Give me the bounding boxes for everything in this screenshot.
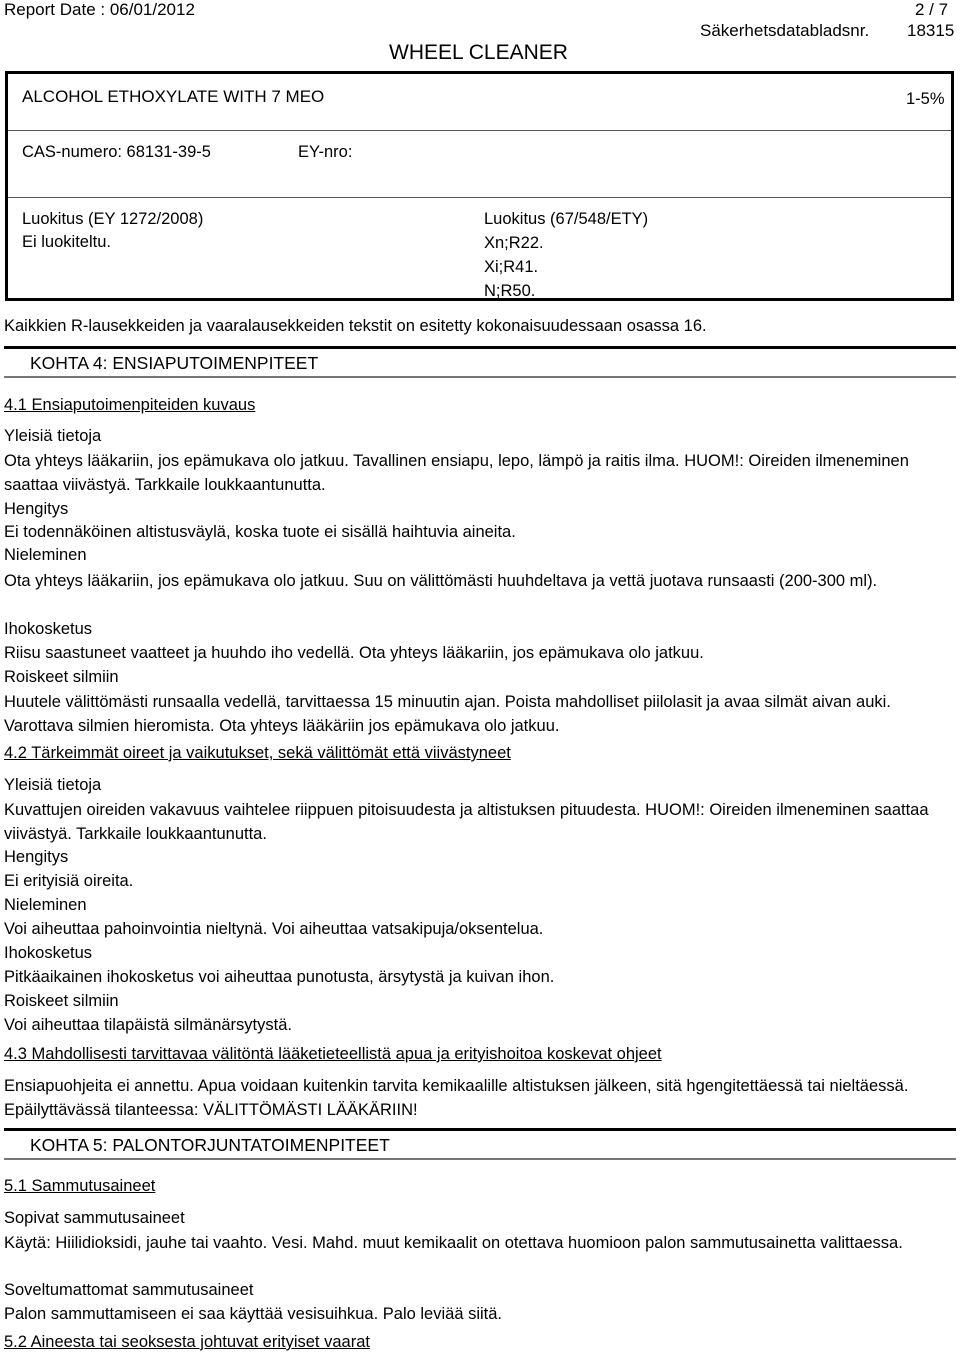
subsection-4-2-title: 4.2 Tärkeimmät oireet ja vaikutukset, sekä välittömät että viivästyneet bbox=[4, 744, 511, 762]
s42-general-text: Kuvattujen oireiden vakavuus vaihtelee riippuen pitoisuudesta ja altistuksen pituudesta. HUOM!: Oireiden ilmeneminen saattaa viivästyä. Tarkkaile loukkaantunutta. bbox=[4, 801, 929, 843]
s42-skin-label: Ihokosketus bbox=[4, 944, 93, 962]
s42-general-label: Yleisiä tietoja bbox=[4, 776, 102, 794]
classification-dsd-value: N;R50. bbox=[484, 282, 536, 300]
s42-ingestion-label: Nieleminen bbox=[4, 896, 87, 914]
subsection-4-1-title: 4.1 Ensiaputoimenpiteiden kuvaus bbox=[4, 396, 256, 414]
classification-clp-title: Luokitus (EY 1272/2008) bbox=[22, 210, 204, 228]
s42-eyes-text: Voi aiheuttaa tilapäistä silmänärsytystä. bbox=[4, 1016, 292, 1034]
s41-general-label: Yleisiä tietoja bbox=[4, 427, 102, 445]
s42-skin-text: Pitkäaikainen ihokosketus voi aiheuttaa punotusta, ärsytystä ja kuivan ihon. bbox=[4, 968, 555, 986]
divider bbox=[8, 130, 951, 131]
section-4-header bbox=[4, 346, 956, 378]
r-phrases-note: Kaikkien R-lausekkeiden ja vaaralausekkeiden tekstit on esitetty kokonaisuudessaan osassa 16. bbox=[4, 317, 707, 335]
s42-eyes-label: Roiskeet silmiin bbox=[4, 992, 119, 1010]
s41-skin-text: Riisu saastuneet vaatteet ja huuhdo iho vedellä. Ota yhteys lääkariin, jos epämukava olo jatkuu. bbox=[4, 644, 704, 662]
cas-number: CAS-numero: 68131-39-5 bbox=[22, 143, 211, 161]
s41-inhalation-text: Ei todennäköinen altistusväylä, koska tuote ei sisällä haihtuvia aineita. bbox=[4, 523, 516, 541]
s41-eyes-label: Roiskeet silmiin bbox=[4, 668, 119, 686]
s42-ingestion-text: Voi aiheuttaa pahoinvointia nieltynä. Voi aiheuttaa vatsakipuja/oksentelua. bbox=[4, 920, 544, 938]
section-5-title: KOHTA 5: PALONTORJUNTATOIMENPITEET bbox=[30, 1135, 390, 1155]
divider bbox=[8, 197, 951, 198]
s42-inhalation-text: Ei erityisiä oireita. bbox=[4, 872, 134, 890]
s51-unsuitable-label: Soveltumattomat sammutusaineet bbox=[4, 1281, 254, 1299]
classification-clp-value: Ei luokiteltu. bbox=[22, 233, 111, 251]
doc-number-label: Säkerhetsdatabladsnr. bbox=[700, 21, 870, 40]
s41-ingestion-label: Nieleminen bbox=[4, 546, 87, 564]
s42-inhalation-label: Hengitys bbox=[4, 848, 69, 866]
section-4-title: KOHTA 4: ENSIAPUTOIMENPITEET bbox=[30, 353, 319, 373]
report-date: Report Date : 06/01/2012 bbox=[4, 0, 195, 19]
s41-inhalation-label: Hengitys bbox=[4, 500, 69, 518]
s51-suitable-label: Sopivat sammutusaineet bbox=[4, 1209, 185, 1227]
subsection-5-2-title: 5.2 Aineesta tai seoksesta johtuvat erityiset vaarat bbox=[4, 1333, 370, 1351]
classification-dsd-title: Luokitus (67/548/ETY) bbox=[484, 210, 649, 228]
s51-unsuitable-text: Palon sammuttamiseen ei saa käyttää vesisuihkua. Palo leviää siitä. bbox=[4, 1305, 503, 1323]
subsection-4-3-title: 4.3 Mahdollisesti tarvittavaa välitöntä lääketieteellistä apua ja erityishoitoa koskevat ohjeet bbox=[4, 1045, 662, 1063]
s41-eyes-text: Huutele välittömästi runsaalla vedellä, tarvittaessa 15 minuutin ajan. Poista mahdolliset piilolasit ja avaa silmät aivan auki. Varottava silmien hieromista. Ota yhteys lääkäriin jos epämukava olo jatkuu. bbox=[4, 693, 891, 735]
doc-number: 18315 bbox=[907, 21, 955, 40]
s41-skin-label: Ihokosketus bbox=[4, 620, 93, 638]
section-5-header bbox=[4, 1128, 956, 1160]
ingredient-concentration: 1-5% bbox=[906, 90, 945, 108]
subsection-5-1-title: 5.1 Sammutusaineet bbox=[4, 1177, 156, 1195]
classification-dsd-value: Xi;R41. bbox=[484, 258, 539, 276]
s43-text: Ensiapuohjeita ei annettu. Apua voidaan kuitenkin tarvita kemikaalille altistuksen jälkeen, sitä hgengitettäessä tai nieltäessä. Epäilyttävässä tilanteessa: VÄLITTÖMÄSTI LÄÄKÄRIIN! bbox=[4, 1077, 909, 1119]
page-number: 2 / 7 bbox=[915, 0, 949, 19]
s41-ingestion-text: Ota yhteys lääkariin, jos epämukava olo jatkuu. Suu on välittömästi huuhdeltava ja vettä juotava runsaasti (200-300 ml). bbox=[4, 572, 878, 590]
ey-number: EY-nro: bbox=[298, 143, 353, 161]
s41-general-text: Ota yhteys lääkariin, jos epämukava olo jatkuu. Tavallinen ensiapu, lepo, lämpö ja raitis ilma. HUOM!: Oireiden ilmeneminen saattaa viivästyä. Tarkkaile loukkaantunutta. bbox=[4, 452, 909, 494]
product-name: WHEEL CLEANER bbox=[389, 41, 568, 64]
s51-suitable-text: Käytä: Hiilidioksidi, jauhe tai vaahto. Vesi. Mahd. muut kemikaalit on otettava huomioon palon sammutusainetta valittaessa. bbox=[4, 1234, 903, 1252]
ingredient-name: ALCOHOL ETHOXYLATE WITH 7 MEO bbox=[22, 87, 325, 106]
classification-dsd-value: Xn;R22. bbox=[484, 234, 544, 252]
